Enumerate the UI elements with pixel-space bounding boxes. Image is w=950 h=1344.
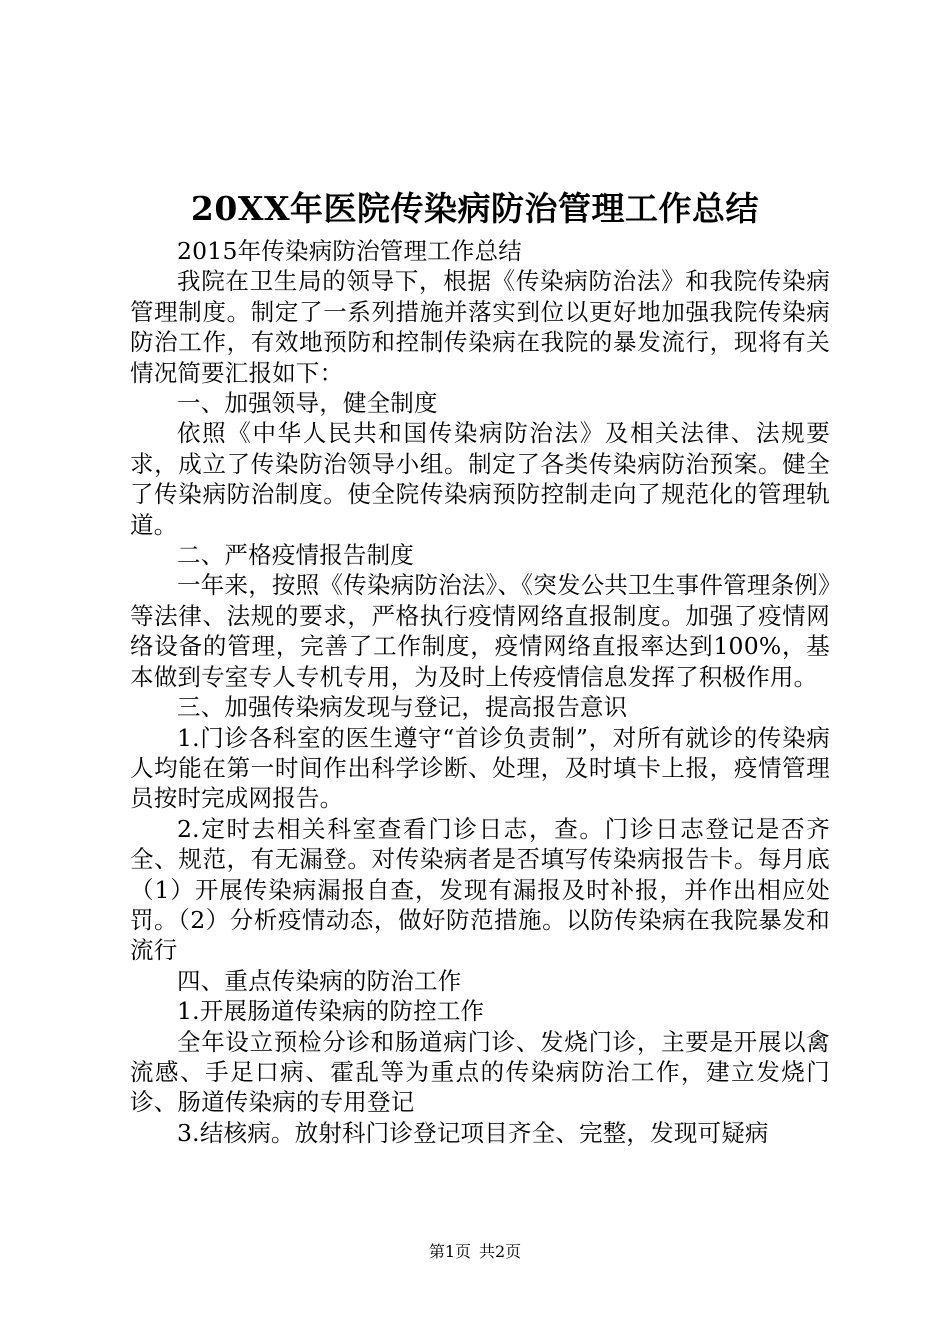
page-footer (0, 1240, 950, 1264)
section-heading-4: 四、重点传染病的防治工作 (177, 966, 462, 995)
paragraph-item-4-3: 3.结核病。放射科门诊登记项目齐全、完整，发现可疑病 (177, 1118, 769, 1147)
paragraph-subtitle: 2015年传染病防治管理工作总结 (177, 237, 523, 265)
paragraph-item-3-1: 1.门诊各科室的医生遵守“首诊负责制”，对所有就诊的传染病人均能在第一时间作出科学诊断、处理，及时填卡上报，疫情管理员按时完成网报告。 (130, 723, 830, 813)
paragraph-intro: 我院在卫生局的领导下，根据《传染病防治法》和我院传染病管理制度。制定了一系列措施并落实到位以更好地加强我院传染病防治工作，有效地预防和控制传染病在我院的暴发流行，现将有关情况简要汇报如下： (130, 267, 830, 387)
document-body (130, 236, 830, 1148)
paragraph-section-1: 依照《中华人民共和国传染病防治法》及相关法律、法规要求，成立了传染防治领导小组。制定了各类传染病防治预案。健全了传染病防治制度。使全院传染病预防控制走向了规范化的管理轨道。 (130, 419, 830, 539)
page-number: 第1页 (428, 1242, 471, 1261)
paragraph-item-4-1: 全年设立预检分诊和肠道病门诊、发烧门诊，主要是开展以禽流感、手足口病、霍乱等为重点的传染病防治工作，建立发烧门诊、肠道传染病的专用登记 (130, 1027, 830, 1117)
page-total: 共2页 (479, 1242, 522, 1261)
section-heading-1: 一、加强领导，健全制度 (177, 389, 438, 418)
subsection-heading-4-1: 1.开展肠道传染病的防控工作 (177, 997, 485, 1026)
paragraph-item-3-2: 2.定时去相关科室查看门诊日志，查。门诊日志登记是否齐全、规范，有无漏登。对传染病者是否填写传染病报告卡。每月底（1）开展传染病漏报自查，发现有漏报及时补报，并作出相应处罚。（2）分析疫情动态，做好防范措施。以防传染病在我院暴发和流行 (130, 814, 830, 965)
document-title: 20XX年医院传染病防治管理工作总结 (190, 189, 760, 228)
section-heading-3: 三、加强传染病发现与登记，提高报告意识 (177, 693, 628, 722)
paragraph-section-2: 一年来，按照《传染病防治法》、《突发公共卫生事件管理条例》等法律、法规的要求，严格执行疫情网络直报制度。加强了疫情网络设备的管理，完善了工作制度，疫情网络直报率达到100%，基本做到专室专人专机专用，为及时上传疫情信息发挥了积极作用。 (130, 571, 830, 691)
section-heading-2: 二、严格疫情报告制度 (177, 541, 414, 570)
